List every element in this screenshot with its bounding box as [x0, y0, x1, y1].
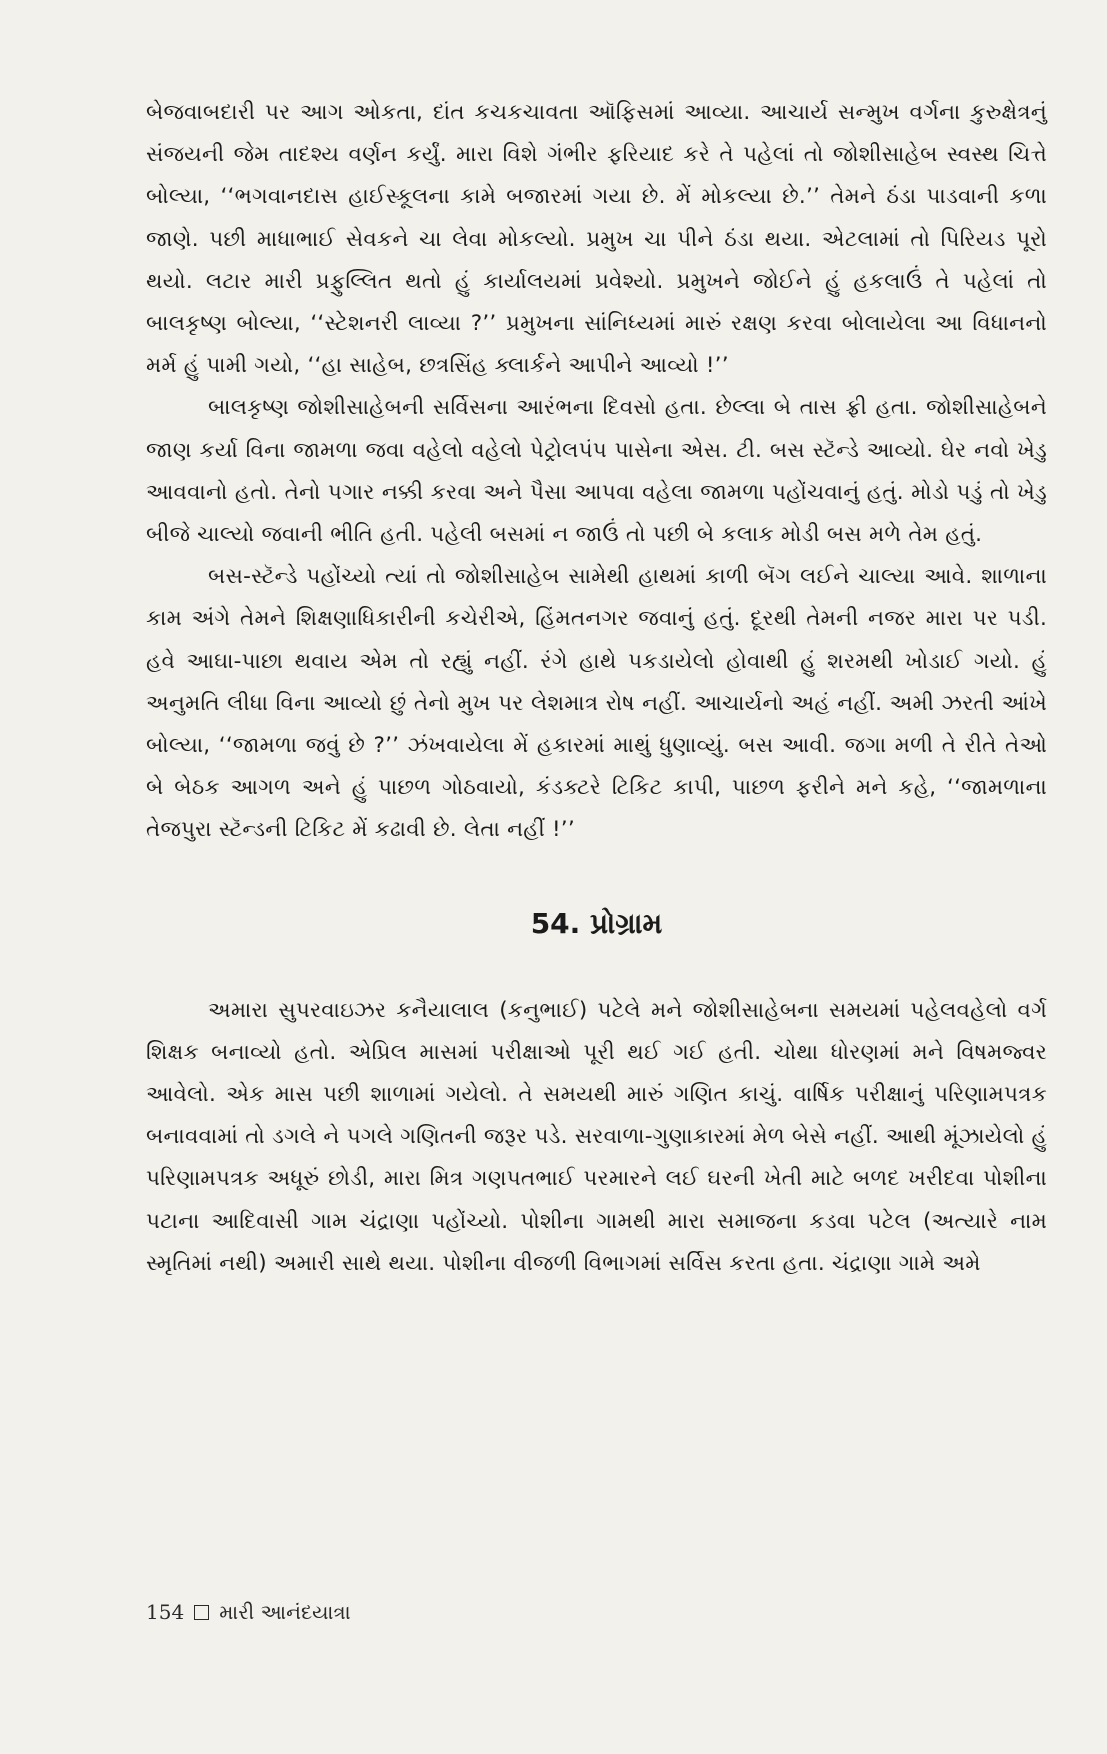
bottom-section [146, 990, 1047, 1285]
paragraph-2: બાલકૃષ્ણ જોશીસાહેબની સર્વિસના આરંભના દિવસો હતા. છેલ્લા બે તાસ ફ્રી હતા. જોશીસાહેબને જાણ કર્યા વિના જામળા જવા વહેલો વહેલો પેટ્રોલપંપ પાસેના એસ. ટી. બસ સ્ટૅન્ડે આવ્યો. ઘેર નવો ખેડુ આવવાનો હતો. તેનો પગાર નક્કી કરવા અને પૈસા આપવા વહેલા જામળા પહોંચવાનું હતું. મોડો પડું તો ખેડુ બીજે ચાલ્યો જવાની ભીતિ હતી. પહેલી બસમાં ન જાઉં તો પછી બે કલાક મોડી બસ મળે તેમ હતું. [146, 395, 1047, 548]
square-separator-icon [194, 1605, 209, 1620]
paragraph-1: બેજવાબદારી પર આગ ઓકતા, દાંત કચકચાવતા ઑફિસમાં આવ્યા. આચાર્ય સન્મુખ વર્ગના કુરુક્ષેત્રનું સંજયની જેમ તાદશ્ય વર્ણન કર્યું. મારા વિશે ગંભીર ફરિયાદ કરે તે પહેલાં તો જોશીસાહેબ સ્વસ્થ ચિત્તે બોલ્યા, ‘‘ભગવાનદાસ હાઈસ્કૂલના કામે બજારમાં ગયા છે. મેં મોકલ્યા છે.’’ તેમને ઠંડા પાડવાની કળા જાણે. પછી માધાભાઈ સેવકને ચા લેવા મોકલ્યો. પ્રમુખ ચા પીને ઠંડા થયા. એટલામાં તો પિરિયડ પૂરો થયો. લટાર મારી પ્રફુલ્લિત થતો હું કાર્યાલયમાં પ્રવેશ્યો. પ્રમુખને જોઈને હું હકલાઉં તે પહેલાં તો બાલકૃષ્ણ બોલ્યા, ‘‘સ્ટેશનરી લાવ્યા ?’’ પ્રમુખના સાંનિધ્યમાં મારું રક્ષણ કરવા બોલાયેલા આ વિધાનનો મર્મ હું પામી ગયો, ‘‘હા સાહેબ, છત્રસિંહ ક્લાર્કને આપીને આવ્યો !’’ [146, 100, 1047, 379]
page-number: 154 [146, 1600, 185, 1624]
page-footer [146, 1598, 351, 1626]
top-section [146, 92, 1047, 852]
book-title: મારી આનંદયાત્રા [219, 1600, 351, 1624]
chapter-heading: 54. પ્રોગ્રામ [530, 906, 663, 940]
paragraph-3: બસ-સ્ટૅન્ડે પહોંચ્યો ત્યાં તો જોશીસાહેબ સામેથી હાથમાં કાળી બૅગ લઈને ચાલ્યા આવે. શાળાના કામ અંગે તેમને શિક્ષણાધિકારીની કચેરીએ, હિંમતનગર જવાનું હતું. દૂરથી તેમની નજર મારા પર પડી. હવે આઘા-પાછા થવાય એમ તો રહ્યું નહીં. રંગે હાથે પકડાયેલો હોવાથી હું શરમથી ખોડાઈ ગયો. હું અનુમતિ લીધા વિના આવ્યો છું તેનો મુખ પર લેશમાત્ર રોષ નહીં. આચાર્યનો અહં નહીં. અમી ઝરતી આંખે બોલ્યા, ‘‘જામળા જવું છે ?’’ ઝંખવાયેલા મેં હકારમાં માથું ધુણાવ્યું. બસ આવી. જગા મળી તે રીતે તેઓ બે બેઠક આગળ અને હું પાછળ ગોઠવાયો, કંડક્ટરે ટિકિટ કાપી, પાછળ ફરીને મને કહે, ‘‘જામળાના તેજપુરા સ્ટૅન્ડની ટિકિટ મેં કઢાવી છે. લેતા નહીં !’’ [146, 564, 1047, 843]
paragraph-4: અમારા સુપરવાઇઝર કનૈયાલાલ (કનુભાઈ) પટેલે મને જોશીસાહેબના સમયમાં પહેલવહેલો વર્ગ શિક્ષક બનાવ્યો હતો. એપ્રિલ માસમાં પરીક્ષાઓ પૂરી થઈ ગઈ હતી. ચોથા ધોરણમાં મને વિષમજ્વર આવેલો. એક માસ પછી શાળામાં ગયેલો. તે સમયથી મારું ગણિત કાચું. વાર્ષિક પરીક્ષાનું પરિણામપત્રક બનાવવામાં તો ડગલે ને પગલે ગણિતની જરૂર પડે. સરવાળા-ગુણાકારમાં મેળ બેસે નહીં. આથી મૂંઝાયેલો હું પરિણામપત્રક અધૂરું છોડી, મારા મિત્ર ગણપતભાઈ પરમારને લઈ ઘરની ખેતી માટે બળદ ખરીદવા પોશીના પટાના આદિવાસી ગામ ચંદ્રાણા પહોંચ્યો. પોશીના ગામથી મારા સમાજના કડવા પટેલ (અત્યારે નામ સ્મૃતિમાં નથી) અમારી સાથે થયા. પોશીના વીજળી વિભાગમાં સર્વિસ કરતા હતા. ચંદ્રાણા ગામે અમે [146, 997, 1047, 1276]
